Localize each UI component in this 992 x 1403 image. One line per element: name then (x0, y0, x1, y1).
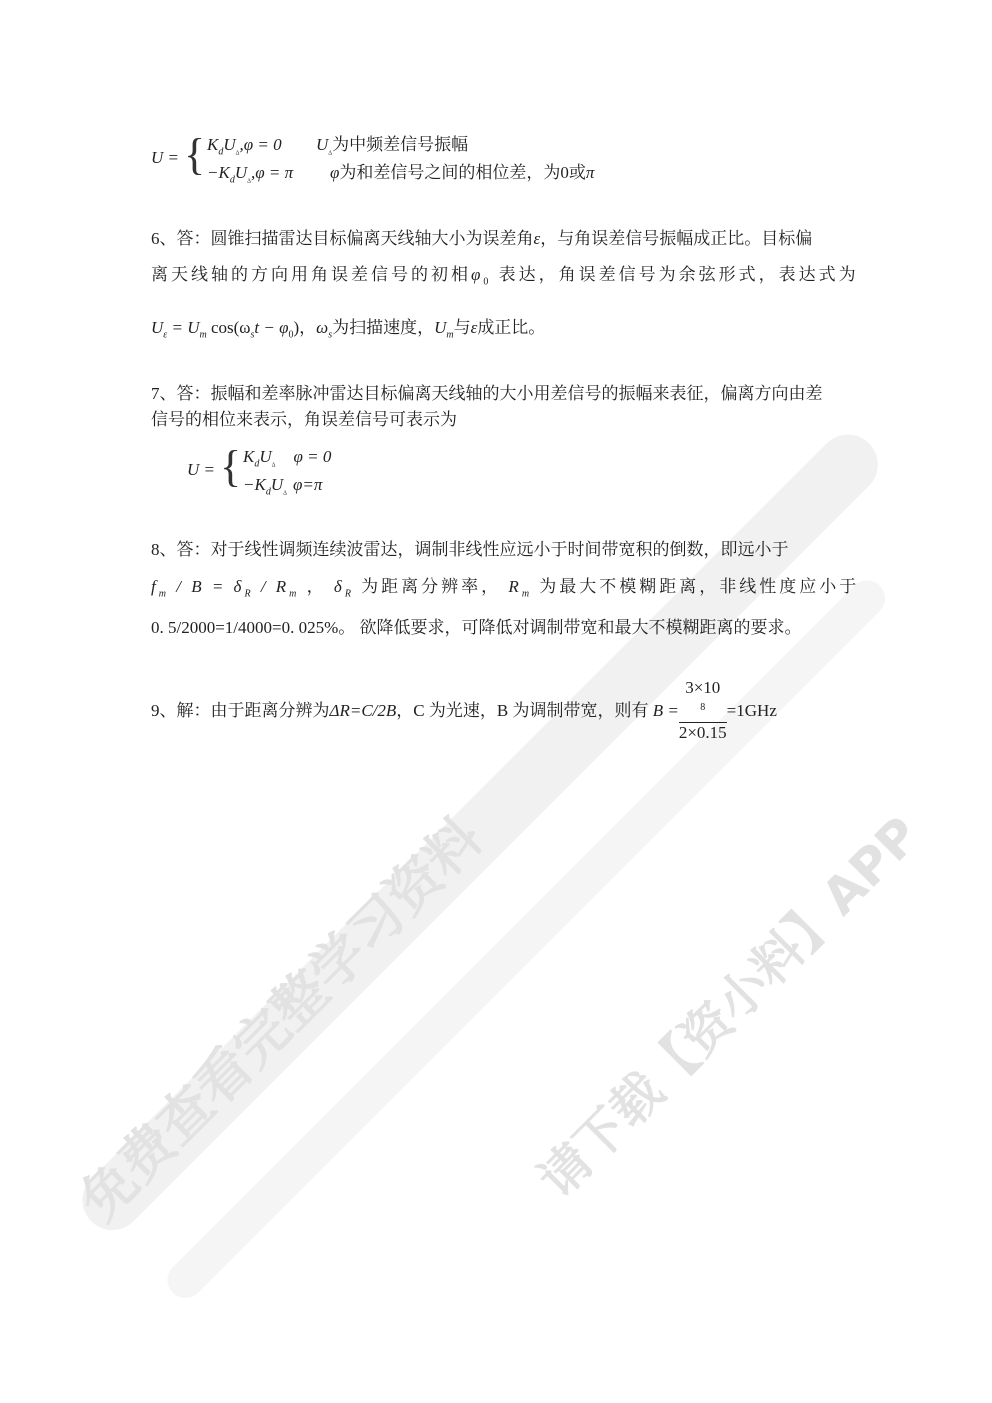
q9-text-2: ，C 为光速，B 为调制带宽，则有 (396, 701, 649, 721)
q6-line-3: $U_\varepsilon = U_m$ $\cos(\omega_st - \varphi_0)$，$\omega_s$为扫描速度，$U_m$与ε成正比。 (151, 318, 546, 341)
q9-result: =1GHz (726, 701, 777, 721)
brace: { (220, 442, 242, 491)
q9-fraction: 3×10 $^8$ 2×0.15 (678, 678, 727, 742)
q9-B: B = (652, 701, 679, 721)
q7-case-2: $-K_dU_\Delta$ φ=π (243, 475, 323, 498)
q7-case-1: $K_dU_\Delta$ φ = 0 (243, 447, 332, 470)
q7-lhs: U = (187, 460, 215, 479)
q7-line-1: 7、答：振幅和差率脉冲雷达目标偏离天线轴的大小用差信号的振幅来表征，偏离方向由差 (151, 384, 823, 403)
answer-9 (151, 678, 777, 743)
q6-line-2: 离天线轴的方向用角误差信号的初相$\varphi_0$ 表达，角误差信号为余弦形式，表达式为 (151, 265, 859, 288)
watermark-line-1: 免费查看完整学习资料 (67, 805, 495, 1233)
q6-line-1: 6、答：圆锥扫描雷达目标偏离天线轴大小为误差角ε，与角误差信号振幅成正比。目标偏 (151, 229, 813, 248)
brace: { (184, 130, 206, 179)
q9-formula: ΔR=C/2B (329, 701, 397, 721)
q8-line-1: 8、答：对于线性调频连续波雷达，调制非线性应远小于时间带宽积的倒数，即远小于 (151, 540, 789, 559)
eq5-note-2: φ为和差信号之间的相位差，为0或π (330, 163, 595, 182)
eq5-case-2: $-K_dU_\Delta,\varphi = \pi$ (207, 163, 294, 186)
q8-line-3: 0. 5/2000=1/4000=0. 025%。 欲降低要求，可降低对调制带宽和最大不模糊距离的要求。 (151, 618, 802, 637)
q8-line-2: $f_m / B = \delta_R / R_m$ ， $\delta_R$ 为距离分辨率， $R_m$ 为最大不模糊距离，非线性度应小于 (151, 577, 860, 600)
eq5-note-1: $U_\Delta$为中频差信号振幅 (316, 135, 469, 157)
eq5-case-1: $K_dU_\Delta,\varphi = 0$ (207, 135, 282, 158)
eq5-lhs: U = (151, 148, 179, 167)
q7-line-2: 信号的相位来表示，角误差信号可表示为 (151, 410, 457, 429)
watermark-line-2: 请下载【资小料】APP (527, 805, 931, 1209)
q9-text: 9、解：由于距离分辨为 (151, 701, 330, 721)
